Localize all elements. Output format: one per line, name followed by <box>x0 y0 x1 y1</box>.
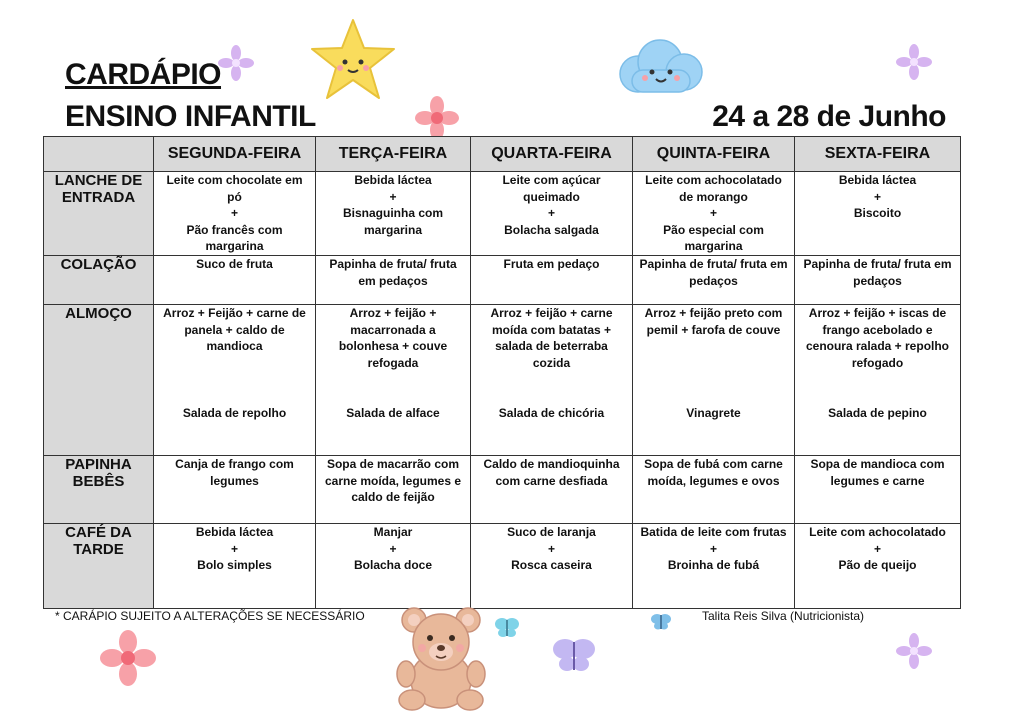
menu-line: Arroz + feijão + <box>349 306 437 320</box>
date-range: 24 a 28 de Junho <box>712 100 946 133</box>
menu-line: pedaços <box>853 273 902 288</box>
menu-line: Canja de frango com <box>175 457 294 471</box>
teddy-bear-icon <box>392 604 490 714</box>
menu-line: margarina <box>363 222 423 237</box>
flower-icon <box>415 96 459 140</box>
row-label-line: LANCHE DE <box>54 172 143 189</box>
table-header-row <box>44 137 961 172</box>
menu-cell <box>471 172 633 256</box>
menu-line: margarina <box>205 239 264 253</box>
menu-cell <box>154 456 316 524</box>
butterfly-icon <box>552 636 596 676</box>
table-row <box>44 305 961 456</box>
menu-line: + <box>709 541 717 556</box>
salad-line: Salada de alface <box>346 406 440 420</box>
menu-cell <box>633 172 795 256</box>
menu-cell <box>154 256 316 305</box>
menu-line: com carne desfiada <box>495 473 608 488</box>
menu-line: refogado <box>851 355 904 370</box>
menu-line: Leite com chocolate em <box>166 173 303 187</box>
menu-line: cenoura ralada + repolho <box>805 339 950 353</box>
salad-line: Salada de chicória <box>498 406 605 420</box>
menu-line: panela + caldo de <box>184 322 285 337</box>
row-label-line: COLAÇÃO <box>60 256 137 273</box>
menu-line: legumes e carne <box>830 473 925 488</box>
menu-cell <box>316 172 471 256</box>
salad-line: Salada de pepino <box>828 406 927 420</box>
menu-cell <box>633 256 795 305</box>
menu-line: + <box>873 541 881 556</box>
menu-line: Leite com achocolatado <box>645 173 782 187</box>
row-label <box>44 524 154 609</box>
menu-line: Bolacha salgada <box>504 222 599 237</box>
menu-line: caldo de feijão <box>351 490 435 504</box>
salad-line: Salada de repolho <box>182 405 287 420</box>
menu-line: Batida de leite com frutas <box>640 525 787 539</box>
menu-cell <box>154 305 316 456</box>
star-icon <box>308 16 398 102</box>
menu-line: Arroz + feijão + carne <box>490 306 613 320</box>
menu-line: moída com batatas + <box>491 322 612 337</box>
menu-line: em pedaços <box>358 273 428 288</box>
menu-line: pemil + farofa de couve <box>646 322 781 337</box>
menu-line: carne moída, legumes e <box>324 473 462 488</box>
row-label <box>44 256 154 305</box>
menu-line: + <box>547 206 555 220</box>
menu-line: Suco de laranja <box>507 525 596 539</box>
day-header: SEGUNDA-FEIRA <box>154 137 316 172</box>
menu-line: Bebida láctea <box>354 173 432 187</box>
day-header: QUARTA-FEIRA <box>471 137 633 172</box>
menu-line: pedaços <box>689 273 738 288</box>
row-label-line: PAPINHA <box>65 456 132 473</box>
menu-title: CARDÁPIO <box>65 58 222 91</box>
row-label-line: ALMOÇO <box>65 305 132 322</box>
menu-line: Leite com achocolatado <box>809 525 946 539</box>
menu-line: Arroz + Feijão + carne de <box>163 306 306 320</box>
flower-icon <box>896 633 932 669</box>
menu-line: margarina <box>684 239 743 253</box>
nutritionist-credit: Talita Reis Silva (Nutricionista) <box>702 609 865 623</box>
menu-cell <box>471 256 633 305</box>
menu-cell <box>471 305 633 456</box>
menu-line: frango acebolado e <box>822 322 933 337</box>
menu-line: Caldo de mandioquinha <box>483 457 620 471</box>
row-label <box>44 305 154 456</box>
menu-line: Pão especial com <box>663 222 764 237</box>
menu-line: Sopa de fubá com carne <box>644 457 783 471</box>
butterfly-icon <box>650 612 672 632</box>
row-label-line: TARDE <box>73 541 124 558</box>
menu-line: legumes <box>210 473 259 488</box>
menu-cell <box>633 524 795 609</box>
spacer <box>154 355 315 389</box>
menu-line: pó <box>227 189 242 204</box>
table-row <box>44 256 961 305</box>
menu-line: Biscoito <box>853 206 902 220</box>
menu-line: salada de beterraba <box>495 339 608 353</box>
menu-line: + <box>230 541 238 556</box>
menu-line: Pão francês com <box>186 222 283 237</box>
menu-line: bolonhesa + couve <box>338 339 448 353</box>
day-header: SEXTA-FEIRA <box>795 137 961 172</box>
menu-cell <box>633 305 795 456</box>
menu-subtitle: ENSINO INFANTIL <box>65 100 316 133</box>
menu-line: Bolo simples <box>197 558 272 572</box>
menu-line: + <box>709 206 717 220</box>
table-row <box>44 172 961 256</box>
menu-cell <box>316 305 471 456</box>
table-row <box>44 456 961 524</box>
row-label <box>44 456 154 524</box>
menu-line: Pão de queijo <box>838 558 917 572</box>
menu-cell <box>795 256 961 305</box>
menu-line: + <box>873 189 881 204</box>
day-header: QUINTA-FEIRA <box>633 137 795 172</box>
menu-line: Bolacha doce <box>353 558 433 572</box>
menu-line: Bisnaguinha com <box>342 206 443 220</box>
row-label-line: CAFÉ DA <box>65 524 132 541</box>
menu-cell <box>316 524 471 609</box>
menu-line: Bebida láctea <box>195 525 274 539</box>
menu-line: Rosca caseira <box>511 558 592 572</box>
flower-icon <box>100 630 156 686</box>
menu-line: Manjar <box>373 525 413 539</box>
menu-cell <box>471 524 633 609</box>
menu-line: + <box>230 206 238 220</box>
table-row <box>44 524 961 609</box>
menu-line: Papinha de fruta/ fruta em <box>639 257 788 271</box>
menu-line: Papinha de fruta/ fruta <box>329 257 457 271</box>
menu-cell <box>316 256 471 305</box>
menu-line: Bebida láctea <box>838 173 917 187</box>
menu-line: Suco de fruta <box>196 257 273 271</box>
menu-line: refogada <box>367 355 419 370</box>
day-header: TERÇA-FEIRA <box>316 137 471 172</box>
menu-line: Sopa de macarrão com <box>326 457 460 471</box>
row-label-line: ENTRADA <box>61 189 136 206</box>
menu-cell <box>471 456 633 524</box>
footnote: * CARÁPIO SUJEITO A ALTERAÇÕES SE NECESSÁRIO <box>55 609 365 623</box>
menu-line: cozida <box>532 355 571 370</box>
flower-icon <box>218 45 254 81</box>
menu-line: + <box>389 541 397 556</box>
menu-cell <box>154 524 316 609</box>
menu-line: Papinha de fruta/ fruta em <box>803 257 952 271</box>
menu-line: Arroz + feijão preto com <box>644 306 783 320</box>
menu-line: mandioca <box>206 339 263 353</box>
menu-cell <box>795 305 961 456</box>
row-label-line: BEBÊS <box>72 473 125 490</box>
cloud-icon <box>612 36 708 100</box>
menu-line: queimado <box>523 189 580 204</box>
menu-line: Fruta em pedaço <box>503 257 600 271</box>
corner-cell <box>44 137 154 172</box>
menu-line: Broinha de fubá <box>667 558 760 572</box>
menu-line: Sopa de mandioca com <box>810 457 945 471</box>
menu-cell <box>795 456 961 524</box>
flower-icon <box>896 44 932 80</box>
menu-line: Arroz + feijão + iscas de <box>808 306 947 320</box>
salad-line: Vinagrete <box>686 406 741 420</box>
menu-cell <box>316 456 471 524</box>
menu-line: macarronada a <box>350 322 436 337</box>
butterfly-icon <box>494 616 520 640</box>
menu-cell <box>154 172 316 256</box>
menu-line: Leite com açúcar <box>502 173 601 187</box>
menu-cell <box>795 524 961 609</box>
menu-cell <box>633 456 795 524</box>
menu-line: moída, legumes e ovos <box>647 473 780 488</box>
menu-line: + <box>547 541 555 556</box>
menu-cell <box>795 172 961 256</box>
row-label <box>44 172 154 256</box>
menu-table <box>43 136 961 609</box>
menu-line: de morango <box>679 189 748 204</box>
menu-line: + <box>389 189 397 204</box>
